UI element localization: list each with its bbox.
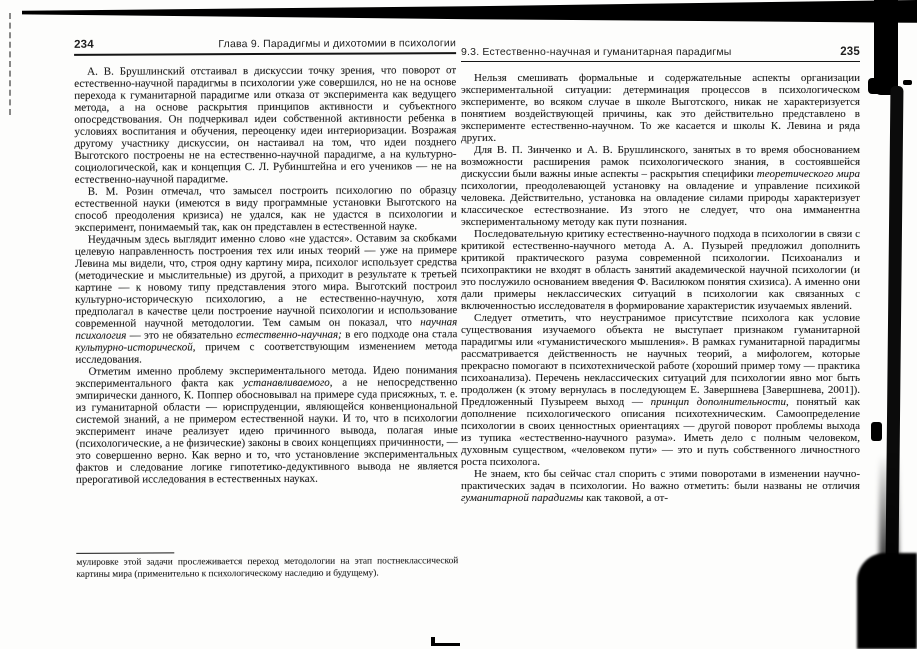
- italic-text-segment: принцип дополнительности: [650, 396, 786, 408]
- text-segment: психологии, преодолевающей установку на овладение и управление психикой человека. Действительно, установка на овладение силами природы характеризует классическое естествознание. Из этого не следует, что она имманентна экспериментальному методу как пути познания.: [461, 180, 860, 228]
- text-segment: — это не обязательно: [126, 329, 237, 342]
- paragraph: [461, 312, 860, 468]
- text-segment: Следует отметить, что неустранимое присутствие психолога как условие существования изучаемого объекта не выступает признаком гуманитарной парадигмы или «гуманистического мышления». В рамках гуманитарной парадигмы рассматривается действенность не научных теорий, а мифологем, которые прекрасно помогают в психотехнической работе (хороший пример тому — практика психоанализа). Перечень неклассических ситуаций для психологии явно мог быть продолжен (к этому вернулась в последующем Е. Завершнева [Завершнева, 2001]). Предложенный Пузыреем выход —: [461, 312, 860, 408]
- italic-text-segment: устанавливаемого: [243, 376, 330, 390]
- page-right: [461, 46, 860, 504]
- paragraph: [461, 468, 860, 504]
- text-segment: Нельзя смешивать формальные и содержательные аспекты организации экспериментальной ситуации: детерминация процессов в психологическом эксперименте, во всяком случае в школе Выготского, никак не характеризуется понятием воздействующей причины, как это действительно представлено в эксперименте естественно-научном. То же касается и школы К. Левина и ряда других.: [461, 72, 860, 144]
- scan-artifact-bottom-right-blob: [857, 553, 917, 649]
- footnote-separator-rule: [76, 552, 174, 553]
- paragraph: [74, 64, 457, 186]
- page-left-header: [74, 37, 456, 56]
- italic-text-segment: гуманитарной парадигмы: [461, 492, 584, 504]
- page-right-header: [461, 46, 860, 62]
- text-segment: Не знаем, кто бы сейчас стал спорить с этими поворотами в изменении научно-практических задач в психологии. Но важно отметить: были названы не отличия: [461, 468, 860, 492]
- text-segment: , понятый как дополнение психологического описания психотехническим. Самоопределение психологии в своих ценностных ориентациях — другой поворот проблемы выхода из тупика «естественно-научного разума». Иметь дело с полным человеком, духовным существом, «человеком пути» — это и путь собственного личностного роста психолога.: [461, 396, 861, 468]
- scan-artifact-bottom-center-tick: [431, 637, 435, 646]
- running-head-left: Глава 9. Парадигмы и дихотомии в психологии: [218, 37, 457, 51]
- running-head-right: 9.3. Естественно-научная и гуманитарная парадигмы: [461, 46, 732, 58]
- scan-artifact-right-small-mark: [903, 80, 912, 85]
- paragraph: [75, 364, 458, 486]
- text-segment: В. М. Розин отмечал, что замысел построить психологию по образцу естественной науки (имеются в виду программные установки Выготского на способ преодоления кризиса) не удался, как не удастся в психологии и эксперимент, понимаемый так, как он представлен в естественной науке.: [74, 184, 457, 234]
- italic-text-segment: естественно-научная;: [236, 328, 342, 342]
- scan-artifact-right-tab-upper: [868, 78, 883, 94]
- text-segment: Для В. П. Зинченко и А. В. Брушлинского, занятых в то время обоснованием возможности расширения рамок психологического знания, в состоявшейся дискуссии были важны иные аспекты – раскрытия специфики: [461, 144, 860, 180]
- page-number-left: 234: [74, 38, 94, 51]
- scan-artifact-right-edge-fade: [879, 455, 899, 565]
- text-segment: А. В. Брушлинский отстаивал в дискуссии точку зрения, что поворот от естественно-научной парадигмы в психологии уже совершился, но не на основе перехода к гуманитарной парадигме или отказа от эксперимента как ведущего метода, а на основе раскрытия принципов активности и субъектного опосредствования. Он подчеркивал идеи собственной активности ребенка в условиях воспитания и обучения, переоценку идеи интериоризации. Возражая другому участнику дискуссии, он настаивал на том, что идеи позднего Выготского построены не на естественно-научной парадигме, а на культурно-социологической, как и концепция С. Л. Рубинштейна и его учеников — не на естественно-научной парадигме.: [74, 64, 457, 186]
- italic-text-segment: научная психология: [75, 316, 458, 342]
- text-segment: Неудачным здесь выглядит именно слово «не удастся». Оставим за скобками целевую направленность построения тех или иных теорий — уже на примере Левина мы видели, что, строя одну картину мира, психолог использует средства (методические и мыслительные) из другой, а приходит в результате к третьей картине — к новому типу представления этого мира. Выготский построил культурно-историческую психологию, а не естественно-научную, хотя предполагал в качестве цели построение научной психологии и использование современной научной методологии. Тем самым он показал, что: [74, 232, 458, 330]
- paragraph: [461, 228, 860, 312]
- text-segment: , причем с соответствующим изменением метода исследования.: [75, 340, 458, 366]
- text-segment: Отметим именно проблему экспериментального метода. Идею понимания экспериментального факта как: [75, 364, 458, 390]
- footnote-block: [76, 551, 458, 581]
- scan-artifact-bottom-center-mark: [434, 643, 460, 646]
- page-right-body: [461, 72, 860, 504]
- paragraph: [461, 144, 860, 228]
- italic-text-segment: культурно-исторической: [75, 341, 193, 354]
- text-segment: Последовательную критику естественно-научного подхода в психологии в связи с критикой естественно-научного метода А. А. Пузырей предложил дополнить критикой практического разума современной психологии. Психоанализ и психопрактики не входят в область занятий академической научной психологии (и это послужило основанием введения Ф. Василюком понятия схизиса). А именно они дали примеры неклассических ситуаций в психологии как связанных с включенностью исследователя в формирование характеристик изучаемых явлений.: [461, 228, 860, 312]
- page-number-right: 235: [840, 46, 860, 58]
- scan-artifact-left-dashed-edge: [9, 13, 11, 115]
- scan-artifact-top-band: [22, 0, 917, 24]
- scan-artifact-right-tab-lower: [871, 422, 882, 441]
- paragraph: [75, 184, 457, 234]
- italic-text-segment: теоретического мира: [756, 168, 860, 180]
- paragraph: [461, 72, 860, 144]
- text-segment: в его подходе она стала: [341, 328, 458, 341]
- text-segment: , а не непосредственно эмпирически данного, К. Поппер обосновывал на примере суда присяжных, т. е. из гуманитарной области — юриспруденции, являющейся конвенциональной системой знаний, а не примером естественной науки. И то, что в психологии эксперимент иначе реализует идею причинного вывода, полагая иные (психологические, а не физические) законы в своих концепциях причинности, — это совершенно верно. Как верно и то, что установление экспериментальных фактов и следование логике гипотетико-дедуктивного вывода не является прерогативой исследования в естественных науках.: [75, 376, 458, 486]
- paragraph: [75, 232, 458, 366]
- page-left-body: [74, 64, 458, 486]
- footnote-text: мулировке этой задачи прослеживается переход методологии на этап постнеклассической картины мира (применительно к психологическому наследию и будущему).: [76, 556, 459, 580]
- page-left: [74, 37, 459, 580]
- text-segment: как таковой, а от-: [583, 492, 668, 504]
